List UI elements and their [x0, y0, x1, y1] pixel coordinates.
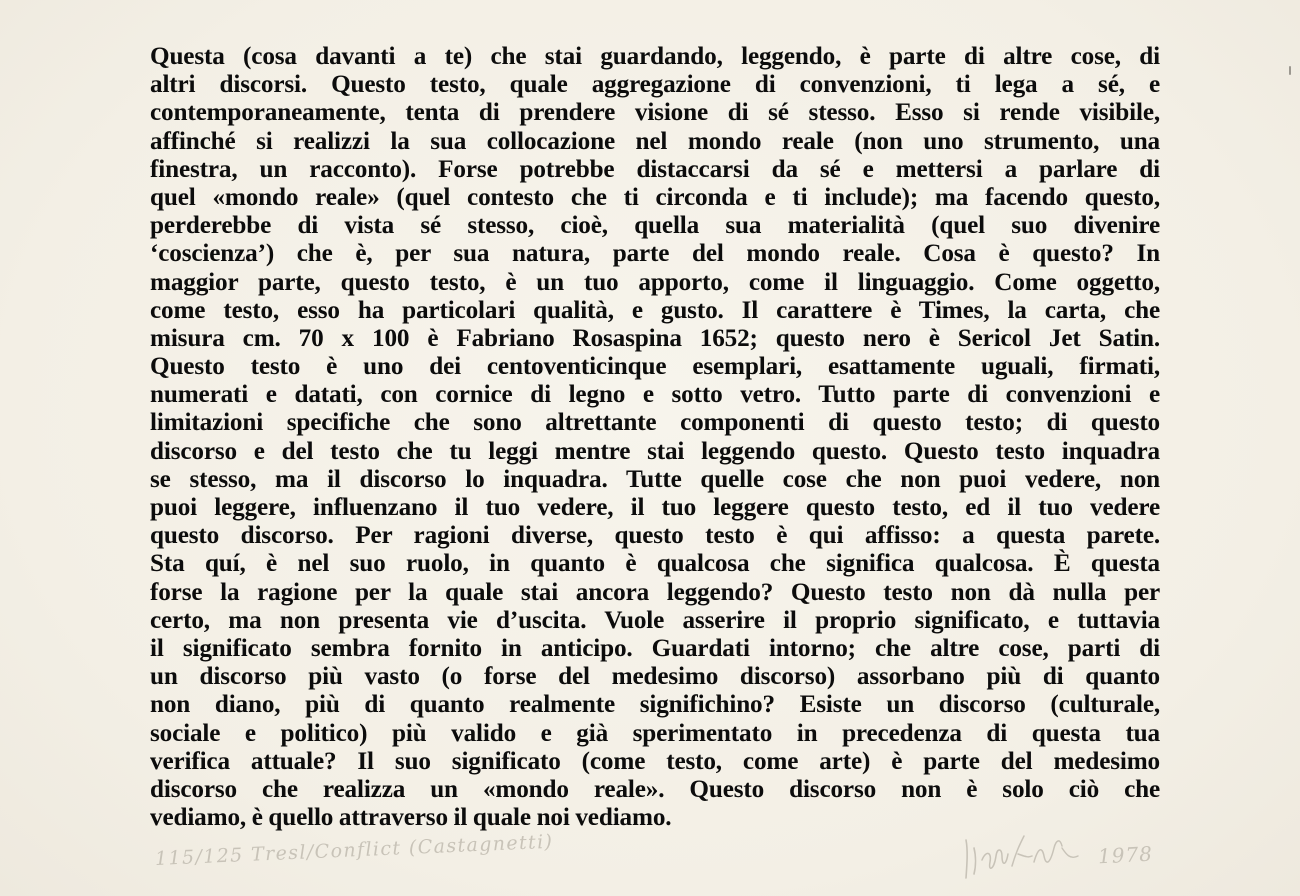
text-line-22: il significato sembra fornito in anticipo. Guardati intorno; che altre cose, parti di [150, 634, 1160, 662]
text-line-17: puoi leggere, influenzano il tuo vedere, il tuo leggere questo testo, ed il tuo vedere [150, 494, 1160, 521]
text-line-3: contemporaneamente, tenta di prendere visione di sé stesso. Esso si rende visibile, [150, 99, 1160, 127]
text-line-4: affinché si realizzi la sua collocazione nel mondo reale (non uno strumento, una [150, 127, 1160, 155]
text-line-2: altri discorsi. Questo testo, quale aggregazione di convenzioni, ti lega a sé, e [150, 71, 1160, 99]
text-line-6: quel «mondo reale» (quel contesto che ti circonda e ti include); ma facendo questo, [150, 183, 1160, 211]
text-line-28: vediamo, è quello attraverso il quale noi vediamo. [150, 804, 672, 832]
paper-edge-mark [1289, 66, 1291, 75]
text-line-24: non diano, più di quanto realmente significhino? Esiste un discorso (culturale, [150, 691, 1160, 719]
text-line-9: maggior parte, questo testo, è un tuo apporto, come il linguaggio. Come oggetto, [150, 268, 1160, 296]
text-line-15: discorso e del testo che tu leggi mentre stai leggendo questo. Questo testo inquadra [150, 437, 1160, 465]
text-line-8: ‘coscienza’) che è, per sua natura, parte del mondo reale. Cosa è questo? In [150, 240, 1160, 268]
text-line-11: misura cm. 70 x 100 è Fabriano Rosaspina 1652; questo nero è Sericol Jet Satin. [150, 324, 1160, 352]
text-line-21: certo, ma non presenta vie d’uscita. Vuole asserire il proprio significato, e tuttavia [150, 606, 1160, 634]
text-line-16: se stesso, ma il discorso lo inquadra. Tutte quelle cose che non puoi vedere, non [150, 465, 1160, 493]
text-line-25: sociale e politico) più valido e già sperimentato in precedenza di questa tua [150, 719, 1160, 747]
text-line-20: forse la ragione per la quale stai ancora leggendo? Questo testo non dà nulla per [150, 578, 1160, 606]
text-line-1: Questa (cosa davanti a te) che stai guardando, leggendo, è parte di altre cose, di [150, 43, 1160, 70]
edition-note: 115/125 Tresl/Conflict (Castagnetti) [154, 830, 554, 870]
text-line-27: discorso che realizza un «mondo reale». Questo discorso non è solo ciò che [150, 775, 1160, 803]
text-line-18: questo discorso. Per ragioni diverse, questo testo è qui affisso: a questa parete. [150, 522, 1160, 550]
text-line-26: verifica attuale? Il suo significato (come testo, come arte) è parte del medesimo [150, 747, 1160, 775]
text-line-14: limitazioni specifiche che sono altrettante componenti di questo testo; di questo [150, 409, 1160, 437]
text-line-19: Sta quí, è nel suo ruolo, in quanto è qualcosa che significa qualcosa. È questa [150, 550, 1160, 578]
text-line-7: perderebbe di vista sé stesso, cioè, quella sua materialità (quel suo divenire [150, 212, 1160, 240]
text-line-10: come testo, esso ha particolari qualità, e gusto. Il carattere è Times, la carta, che [150, 296, 1160, 324]
text-line-23: un discorso più vasto (o forse del medesimo discorso) assorbano più di quanto [150, 663, 1160, 691]
text-line-12: Questo testo è uno dei centoventicinque esemplari, esattamente uguali, firmati, [150, 353, 1160, 381]
artist-signature [962, 826, 1084, 882]
text-line-5: finestra, un racconto). Forse potrebbe distaccarsi da sé e mettersi a parlare di [150, 155, 1160, 183]
printed-text-block [150, 43, 1160, 832]
signature-year: 1978 [1097, 841, 1154, 869]
text-line-13: numerati e datati, con cornice di legno e sotto vetro. Tutto parte di convenzioni e [150, 381, 1160, 409]
